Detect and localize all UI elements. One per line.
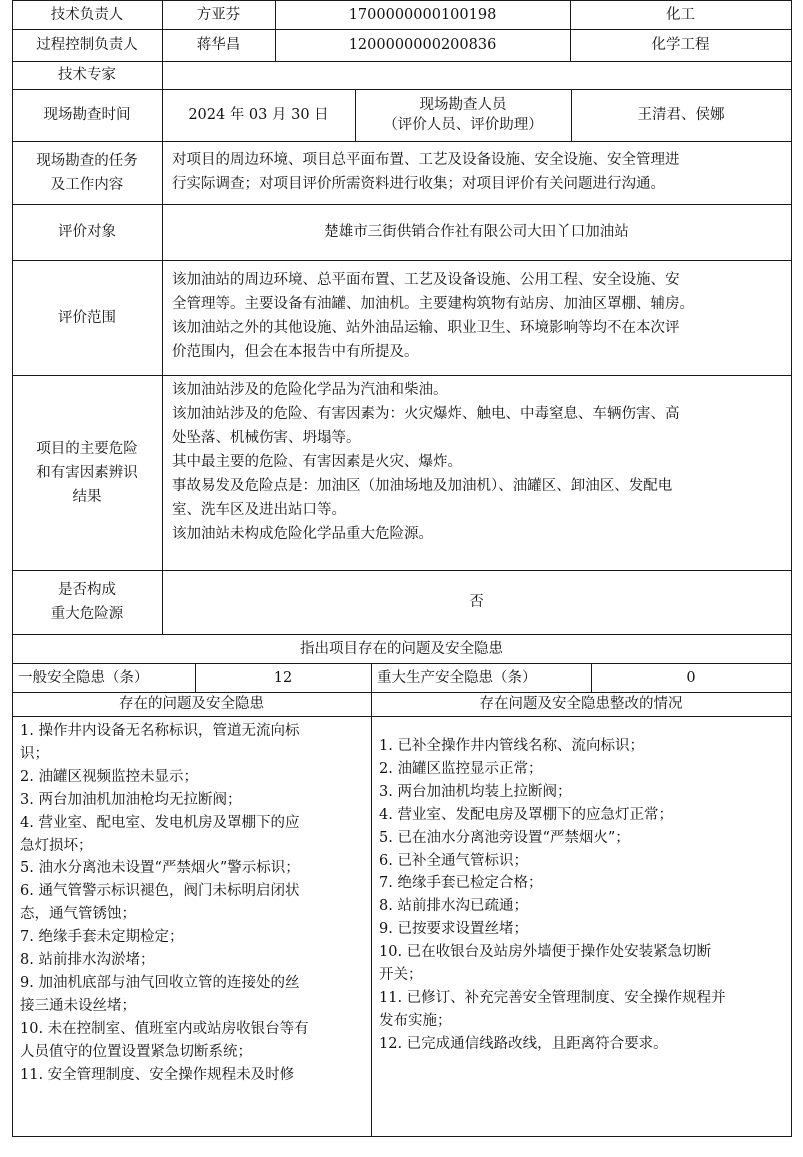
- hazard-label-line3: 结果: [72, 488, 102, 505]
- hazard-line: 该加油站未构成危险化学品重大危险源。: [172, 526, 433, 542]
- problem-line: 9. 加油机底部与油气回收立管的连接处的丝: [20, 974, 300, 991]
- scope-label: 评价范围: [58, 309, 116, 326]
- fix-line: 1. 已补全操作井内管线名称、流向标识；: [379, 738, 644, 754]
- fixes-column-header: 存在问题及安全隐患整改的情况: [479, 696, 683, 712]
- general-hazard-label: 一般安全隐患（条）: [18, 669, 149, 686]
- fix-line: 11. 已修订、补充完善安全管理制度、安全操作规程并: [379, 989, 726, 1006]
- scope-line: 该加油站之外的其他设施、站外油品运输、职业卫生、环境影响等均不在本次评: [172, 320, 680, 336]
- hazard-line: 事故易发及危险点是：加油区（加油场地及加油机）、油罐区、卸油区、发配电: [172, 478, 673, 494]
- survey-staff-label: [355, 89, 571, 141]
- problem-line: 1. 操作井内设备无名称标识，管道无流向标: [20, 723, 300, 739]
- major-hazard-value: 否: [469, 594, 484, 610]
- fixes-list: [379, 735, 789, 1056]
- fix-line: 12. 已完成通信线路改线，且距离符合要求。: [379, 1035, 668, 1052]
- fix-line: 9. 已按要求设置丝堵；: [379, 921, 528, 938]
- fix-line: 2. 油罐区监控显示正常；: [379, 760, 543, 777]
- problem-line: 8. 站前排水沟淤堵；: [20, 952, 155, 969]
- scope-line: 全管理等。主要设备有油罐、加油机。主要建构筑物有站房、加油区罩棚、辅房。: [172, 296, 694, 312]
- major-hazard-label-line1: 是否构成: [58, 582, 116, 598]
- major-hazard-label-line2: 重大危险源: [50, 606, 124, 622]
- object-label: 评价对象: [58, 224, 116, 240]
- problem-line: 10. 未在控制室、值班室内或站房收银台等有: [20, 1020, 309, 1037]
- fix-line: 10. 已在收银台及站房外墙便于操作处安装紧急切断: [379, 944, 712, 961]
- hazard-label: [12, 375, 162, 570]
- hazard-line: 该加油站涉及的危险、有害因素为：火灾爆炸、触电、中毒窒息、车辆伤害、高: [172, 406, 680, 422]
- problem-line: 3. 两台加油机加油枪均无拉断阀；: [20, 791, 242, 808]
- survey-staff: 王清君、侯娜: [637, 107, 725, 123]
- scope-content: [172, 268, 787, 364]
- hazard-line: 其中最主要的危险、有害因素是火灾、爆炸。: [172, 454, 462, 470]
- survey-date: 2024 年 03 月 30 日: [188, 107, 329, 123]
- scope-line: 价范围内，但会在本报告中有所提及。: [172, 344, 419, 360]
- problem-line: 11. 安全管理制度、安全操作规程未及时修: [20, 1066, 295, 1083]
- problem-line: 5. 油水分离池未设置“严禁烟火”警示标识；: [20, 860, 300, 877]
- hazard-label-line1: 项目的主要危险: [36, 440, 138, 457]
- problem-line: 6. 通气管警示标识褪色，阀门未标明启闭状: [20, 883, 300, 900]
- problem-line: 急灯损坏；: [20, 837, 93, 854]
- hazard-label-line2: 和有害因素辨识: [36, 464, 138, 481]
- hazard-line: 处坠落、机械伤害、坍塌等。: [172, 430, 361, 446]
- fix-line: 3. 两台加油机均装上拉断阀；: [379, 783, 572, 800]
- process-lead-name: 蒋华昌: [196, 37, 241, 53]
- major-hazard-count: 0: [686, 669, 696, 686]
- major-hazard-count-label: 重大生产安全隐患（条）: [377, 669, 537, 686]
- hazard-line: 该加油站涉及的危险化学品为汽油和柴油。: [172, 382, 448, 398]
- tech-lead-cert-id: 1700000000100198: [348, 6, 497, 23]
- scope-line: 该加油站的周边环境、总平面布置、工艺及设备设施、公用工程、安全设施、安: [172, 272, 680, 288]
- problems-column-header: 存在的问题及安全隐患: [119, 696, 264, 712]
- fix-line: 发布实施；: [379, 1012, 452, 1029]
- fix-line: 8. 站前排水沟已疏通；: [379, 898, 528, 915]
- task-content: [172, 148, 787, 196]
- object-value: 楚雄市三街供销合作社有限公司大田丫口加油站: [324, 224, 629, 240]
- fix-line: 6. 已补全通气管标识；: [379, 852, 528, 869]
- problem-line: 4. 营业室、配电室、发电机房及罩棚下的应: [20, 814, 300, 831]
- fix-line: 4. 营业室、发配电房及罩棚下的应急灯正常；: [379, 806, 673, 823]
- survey-time-label: 现场勘查时间: [43, 107, 131, 123]
- tech-lead-name: 方亚芬: [196, 6, 241, 23]
- survey-staff-label-line1: 现场勘查人员: [419, 97, 507, 113]
- general-hazard-count: 12: [273, 669, 293, 686]
- task-line: 对项目的周边环境、项目总平面布置、工艺及设备设施、安全设施、安全管理进: [172, 152, 680, 168]
- tech-lead-label: 技术负责人: [50, 6, 124, 23]
- process-lead-cert-id: 1200000000200836: [348, 37, 497, 53]
- process-lead-label: 过程控制负责人: [36, 37, 138, 53]
- expert-value: [162, 61, 791, 89]
- problem-line: 态，通气管锈蚀；: [20, 906, 136, 923]
- fix-line: 5. 已在油水分离池旁设置“严禁烟火”；: [379, 829, 630, 846]
- task-label-line2: 及工作内容: [50, 176, 124, 193]
- task-line: 行实际调查；对项目评价所需资料进行收集；对项目评价有关问题进行沟通。: [172, 176, 665, 192]
- expert-label: 技术专家: [58, 67, 116, 83]
- survey-staff-label-line2: （评价人员、评价助理）: [383, 117, 543, 133]
- fix-line: 7. 绝缘手套已检定合格；: [379, 875, 543, 892]
- problem-line: 接三通未设丝堵；: [20, 997, 136, 1014]
- task-label: [12, 141, 162, 204]
- tech-lead-field: 化工: [666, 6, 695, 23]
- issues-section-title: 指出项目存在的问题及安全隐患: [300, 640, 503, 657]
- fix-line: 开关；: [379, 967, 423, 984]
- process-lead-field: 化学工程: [651, 37, 710, 53]
- hazard-content: [172, 378, 787, 546]
- hazard-line: 室、洗车区及进出站口等。: [172, 502, 346, 518]
- major-hazard-label: [12, 570, 162, 634]
- problem-line: 人员值守的位置设置紧急切断系统；: [20, 1043, 252, 1060]
- problem-line: 2. 油罐区视频监控未显示；: [20, 768, 198, 785]
- problems-list: [20, 720, 370, 1087]
- problem-line: 7. 绝缘手套未定期检定；: [20, 929, 184, 946]
- task-label-line1: 现场勘查的任务: [36, 152, 138, 169]
- problem-line: 识；: [20, 745, 49, 762]
